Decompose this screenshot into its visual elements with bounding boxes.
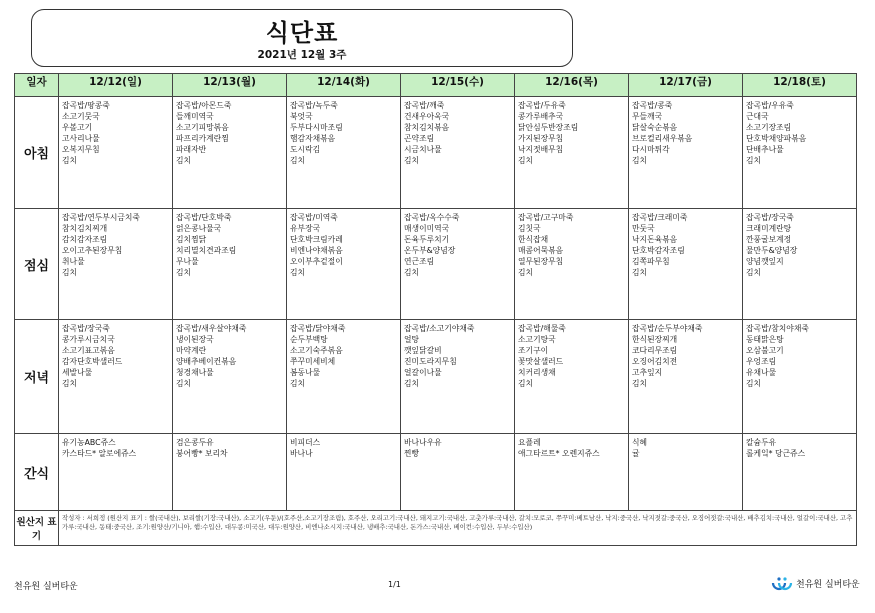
menu-item: 롤케잌* 당근쥬스 [746,449,806,459]
menu-item: 단호박채양파볶음 [746,134,807,144]
menu-item: 콩가루시금치국 [62,335,115,345]
menu-item: 얼탕 [404,335,420,345]
menu-item: 유부장국 [290,224,321,234]
date-column-header: 일자 [15,74,59,97]
menu-cell [629,434,743,511]
menu-item: 도시락김 [290,145,321,155]
menu-item: 김치 [632,156,648,166]
menu-item: 양념깻잎지 [746,257,784,267]
menu-item: 애그타르트* 오렌지쥬스 [518,449,600,459]
menu-item: 오복지무침 [62,145,100,155]
menu-item: 김치 [404,379,420,389]
menu-item: 잡곡밥/장국죽 [746,213,794,222]
menu-item: 김치 [632,268,648,278]
menu-item: 식혜 [632,438,648,447]
menu-cell [515,97,629,209]
menu-cell [743,209,857,320]
menu-cell [629,97,743,209]
menu-item: 감자단호박샐러드 [62,357,123,367]
menu-item: 다시마튀각 [632,145,670,155]
day-header: 12/14(화) [287,74,401,97]
menu-item: 두부다시마조림 [290,123,343,133]
origin-row [15,511,857,546]
menu-cell [173,97,287,209]
menu-item: 깻잎닭갈비 [404,346,442,356]
menu-item: 코다리무조림 [632,346,678,356]
menu-cell [59,97,173,209]
menu-item: 무나물 [176,257,199,267]
menu-item: 크래미계란탕 [746,224,792,234]
menu-item: 김치 [290,268,306,278]
menu-item: 잡곡밥/미역죽 [290,213,338,222]
menu-item: 얽은콩나물국 [176,224,222,234]
menu-item: 조기구이 [518,346,549,356]
brand-logo-icon [771,575,793,591]
menu-item: 감치감자조림 [62,235,108,245]
lunch-row [15,209,857,320]
menu-item: 콩가루배추국 [518,112,564,122]
menu-cell [515,209,629,320]
menu-item: 낙지젓배무침 [518,145,564,155]
menu-item: 열무된장무침 [518,257,564,267]
menu-item: 단호박감자조림 [632,246,685,256]
menu-item: 비피더스 [290,438,321,447]
menu-item: 잡곡밥/단호박죽 [176,213,232,222]
menu-item: 봄동나물 [290,368,321,378]
menu-item: 가지된장무침 [518,134,564,144]
meal-label: 점심 [15,209,59,320]
menu-item: 잡곡밥/장국죽 [62,324,110,333]
footer-brand [771,574,860,592]
menu-item: 동태맑은탕 [746,335,784,345]
menu-item: 잡곡밥/참치야채죽 [746,324,809,333]
footer-brand-name: 천유원 실버타운 [796,579,860,590]
menu-item: 김치 [746,156,762,166]
day-header: 12/13(월) [173,74,287,97]
menu-item: 쭈꾸미세비체 [290,357,336,367]
menu-item: 진미도라지무침 [404,357,457,367]
menu-item: 닭살숙순볶음 [632,123,678,133]
menu-item: 김치 [176,268,192,278]
menu-item: 한식된장찌개 [632,335,678,345]
menu-item: 브로컬리새우볶음 [632,134,693,144]
menu-item: 김치 [518,268,534,278]
menu-cell [173,320,287,434]
menu-item: 김치 [176,156,192,166]
menu-item: 김치 [746,379,762,389]
menu-item: 잡곡밥/녹두죽 [290,101,338,110]
menu-item: 소고기장조림 [746,123,792,133]
menu-item: 비엔나야채볶음 [290,246,343,256]
menu-item: 잡곡밥/크래미죽 [632,213,688,222]
menu-cell [59,209,173,320]
menu-item: 치커리생채 [518,368,556,378]
menu-item: 꽃맛살샐러드 [518,357,564,367]
menu-cell [287,209,401,320]
menu-item: 김치 [290,379,306,389]
menu-item: 카스타드* 알로에쥬스 [62,449,137,459]
menu-item: 물만두&양념장 [746,246,798,256]
menu-item: 잡곡밥/새우살야채죽 [176,324,247,333]
menu-item: 취나물 [62,257,85,267]
dinner-row [15,320,857,434]
menu-item: 낙지돈육볶음 [632,235,678,245]
menu-item: 단호박크림카레 [290,235,343,245]
menu-item: 우볼고기 [62,123,93,133]
menu-item: 파래자반 [176,145,207,155]
menu-item: 김치 [62,268,78,278]
menu-item: 오이고추된장무침 [62,246,123,256]
menu-cell [173,209,287,320]
menu-item: 바나나 [290,449,313,459]
menu-item: 만둣국 [632,224,655,234]
menu-item: 마약계란 [176,346,207,356]
menu-item: 찐빵 [404,449,420,459]
menu-cell [401,434,515,511]
menu-item: 북엇국 [290,112,313,122]
origin-text: 작성자 : 서희정 (원산지 표기 : 쌀(국내산), 보리쌀(기장:국내산), 소고기(우둔)/(호주산,소고기장조림), 호주산, 오리고기:국내산, 돼지고기:국내산, 고춧가루:국내산, 갈치:모로코, 쭈꾸미:베트남산, 낙지:중국산, 낙지젓갈:중국산, 오징어젓갈:국내산, 배추김치:국내산, 얼갈이:국내산, 고추가루:국내산, 동태:중국산, 조기:원양산/기니아, 햄:수입산, 대두콩:미국산, 대두:원양산, 비엔나소시지:국내산, 냉배추:국내산, 돈가스:국내산, 베이컨:수입산, 두부:수입산) [59,511,857,546]
menu-item: 오이부추겉절이 [290,257,343,267]
menu-item: 단배추나물 [746,145,784,155]
meal-label: 간식 [15,434,59,511]
menu-cell [629,209,743,320]
menu-cell [515,320,629,434]
menu-item: 양배추베이컨볶음 [176,357,237,367]
menu-item: 잡곡밥/닭야채죽 [290,324,346,333]
menu-item: 세발나물 [62,368,93,378]
menu-item: 잡곡밥/우유죽 [746,101,794,110]
menu-item: 김칫국 [518,224,541,234]
menu-table [14,73,857,546]
menu-item: 무들깨국 [632,112,663,122]
breakfast-row [15,97,857,209]
menu-item: 잡곡밥/땅콩죽 [62,101,110,110]
day-header: 12/15(수) [401,74,515,97]
menu-item: 참치김치찌개 [62,224,108,234]
menu-item: 청경채나물 [176,368,214,378]
menu-item: 김치 [632,379,648,389]
menu-item: 잡곡밥/소고기야채죽 [404,324,475,333]
menu-item: 파프리카계란찜 [176,134,229,144]
menu-item: 건새우아욱국 [404,112,450,122]
menu-item: 잡곡밥/콩죽 [632,101,673,110]
menu-item: 김쪽파무침 [632,257,670,267]
menu-cell [287,97,401,209]
menu-item: 치리멸치견과조림 [176,246,237,256]
menu-item: 얼갈이나물 [404,368,442,378]
menu-cell [515,434,629,511]
menu-item: 잡곡밥/옥수수죽 [404,213,460,222]
menu-item: 근대국 [746,112,769,122]
day-header: 12/16(목) [515,74,629,97]
menu-item: 김치 [62,379,78,389]
menu-cell [287,320,401,434]
menu-item: 검은콩두유 [176,438,214,447]
menu-item: 돈육두루치기 [404,235,450,245]
menu-item: 칼슘두유 [746,438,777,447]
menu-item: 김치 [518,379,534,389]
menu-item: 잡곡밥/순두부야채죽 [632,324,703,333]
menu-item: 매생이미역국 [404,224,450,234]
menu-item: 순두부백탕 [290,335,328,345]
menu-item: 온두부&양념장 [404,246,456,256]
meal-label: 아침 [15,97,59,209]
menu-item: 오징어김치전 [632,357,678,367]
menu-item: 햄감자채볶음 [290,134,336,144]
menu-item: 고추잎지 [632,368,663,378]
menu-item: 유채나물 [746,368,777,378]
menu-cell [59,320,173,434]
menu-item: 고사리나물 [62,134,100,144]
menu-item: 잡곡밥/두유죽 [518,101,566,110]
footer-left-text: 천유원 실버타운 [14,582,78,592]
menu-item: 김치 [518,156,534,166]
menu-item: 닭안심두반장조림 [518,123,579,133]
menu-item: 김치 [404,268,420,278]
menu-item: 김치 [176,379,192,389]
menu-item: 곤약조림 [404,134,435,144]
day-header: 12/18(토) [743,74,857,97]
menu-cell [743,320,857,434]
day-header: 12/12(일) [59,74,173,97]
menu-item: 귤 [632,449,640,459]
menu-cell [173,434,287,511]
menu-item: 매콤어묵볶음 [518,246,564,256]
menu-item: 잡곡밥/깨죽 [404,101,445,110]
menu-item: 유기농ABC쥬스 [62,438,116,447]
menu-item: 잡곡밥/아몬드죽 [176,101,232,110]
snack-row [15,434,857,511]
menu-item: 잡곡밥/고구마죽 [518,213,574,222]
menu-item: 소고기탕국 [518,335,556,345]
menu-item: 연근조림 [404,257,435,267]
menu-item: 우엉조림 [746,357,777,367]
header-row [15,74,857,97]
menu-item: 김치 [62,156,78,166]
menu-item: 잡곡밥/연두부시금치죽 [62,213,140,222]
menu-item: 시금치나물 [404,145,442,155]
menu-cell [287,434,401,511]
page-number: 1/1 [388,580,401,589]
menu-item: 붕어빵* 보리차 [176,449,228,459]
menu-cell [743,434,857,511]
menu-item: 김치찜닭 [176,235,207,245]
menu-cell [401,320,515,434]
menu-item: 깐풍굴보계정 [746,235,792,245]
meal-label: 저녁 [15,320,59,434]
menu-item: 김치 [746,268,762,278]
page-title: 식단표 [265,19,339,47]
menu-item: 소고기뭇국 [62,112,100,122]
origin-label: 원산지 표기 [15,511,59,546]
menu-cell [59,434,173,511]
menu-item: 오삼불고기 [746,346,784,356]
menu-item: 요플레 [518,438,541,447]
menu-cell [743,97,857,209]
menu-item: 바나나우유 [404,438,442,447]
menu-item: 소고기피망볶음 [176,123,229,133]
menu-item: 냉이된장국 [176,335,214,345]
page-subtitle: 2021년 12월 3주 [257,49,347,61]
menu-item: 참치김치볶음 [404,123,450,133]
menu-item: 소고기표고볶음 [62,346,115,356]
menu-item: 김치 [404,156,420,166]
menu-cell [401,209,515,320]
day-header: 12/17(금) [629,74,743,97]
menu-item: 잡곡밥/해물죽 [518,324,566,333]
menu-item: 한식잡채 [518,235,549,245]
menu-item: 김치 [290,156,306,166]
menu-item: 소고기숙주볶음 [290,346,343,356]
title-box [31,9,573,67]
menu-item: 들깨미역국 [176,112,214,122]
menu-cell [401,97,515,209]
menu-cell [629,320,743,434]
